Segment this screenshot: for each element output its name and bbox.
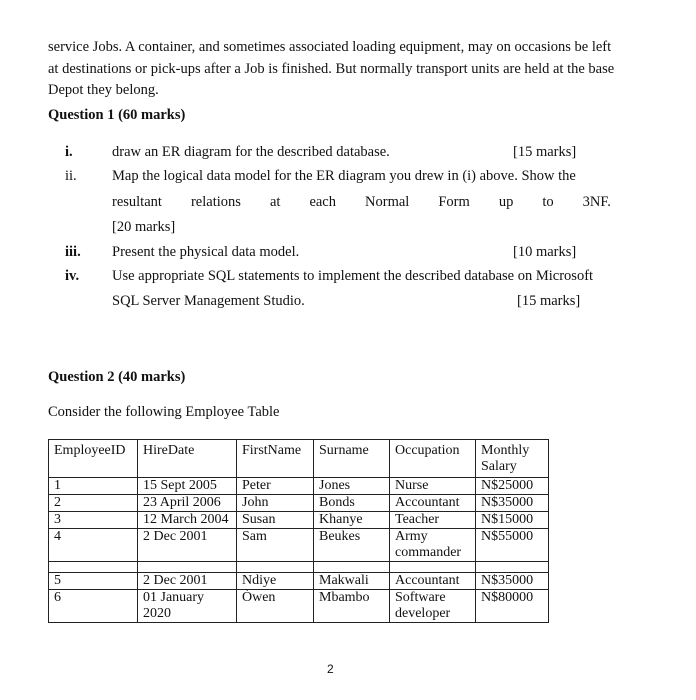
word: resultant bbox=[112, 194, 162, 210]
header-occupation: Occupation bbox=[390, 440, 476, 478]
header-firstname: FirstName bbox=[237, 440, 314, 478]
q1-item-3-text: Present the physical data model. bbox=[112, 244, 300, 260]
word: Normal bbox=[365, 194, 410, 210]
cell-surname: Beukes bbox=[314, 529, 390, 562]
q1-item-4-line-2: SQL Server Management Studio. bbox=[112, 293, 305, 309]
question-2-heading: Question 2 (40 marks) bbox=[48, 369, 186, 385]
q1-item-2-number: ii. bbox=[65, 168, 77, 184]
q1-item-3-marks: [10 marks] bbox=[513, 244, 577, 260]
intro-line-3: Depot they belong. bbox=[48, 82, 159, 98]
table-row bbox=[49, 478, 549, 495]
table-row bbox=[49, 590, 549, 623]
cell-hiredate: 15 Sept 2005 bbox=[138, 478, 237, 495]
q1-item-4-number: iv. bbox=[65, 268, 80, 284]
table-row bbox=[49, 512, 549, 529]
cell-surname: Khanye bbox=[314, 512, 390, 529]
q1-item-4-marks: [15 marks] bbox=[517, 293, 581, 309]
cell-occupation: Accountant bbox=[390, 573, 476, 590]
cell-hiredate: 23 April 2006 bbox=[138, 495, 237, 512]
cell-hiredate: 2 Dec 2001 bbox=[138, 573, 237, 590]
cell-employeeid: 5 bbox=[49, 573, 138, 590]
employee-table bbox=[48, 439, 549, 623]
cell-surname: Makwali bbox=[314, 573, 390, 590]
cell-employeeid: 2 bbox=[49, 495, 138, 512]
cell-occupation: Teacher bbox=[390, 512, 476, 529]
q1-item-1-number: i. bbox=[65, 144, 73, 160]
word: at bbox=[269, 194, 281, 210]
q1-item-4-line-1: Use appropriate SQL statements to implement the described database on Microsoft bbox=[112, 268, 594, 284]
cell-firstname: Ndiye bbox=[237, 573, 314, 590]
q1-item-3-number: iii. bbox=[65, 244, 81, 260]
cell-salary: N$15000 bbox=[476, 512, 549, 529]
cell-employeeid: 3 bbox=[49, 512, 138, 529]
intro-line-1: service Jobs. A container, and sometimes associated loading equipment, may on occasions be left bbox=[48, 39, 612, 55]
word: Form bbox=[438, 194, 470, 210]
cell-hiredate: 01 January 2020 bbox=[138, 590, 237, 623]
cell-salary: N$55000 bbox=[476, 529, 549, 562]
cell-salary: N$35000 bbox=[476, 495, 549, 512]
header-employeeid: EmployeeID bbox=[49, 440, 138, 478]
intro-line-2: at destinations or pick-ups after a Job is finished. But normally transport units are held at the base bbox=[48, 61, 615, 77]
cell-occupation: Nurse bbox=[390, 478, 476, 495]
header-monthly-salary: Monthly Salary bbox=[476, 440, 549, 478]
cell-salary: N$80000 bbox=[476, 590, 549, 623]
word: 3NF. bbox=[582, 194, 611, 210]
cell-employeeid: 4 bbox=[49, 529, 138, 562]
table-row bbox=[49, 529, 549, 562]
q1-item-1-text: draw an ER diagram for the described database. bbox=[112, 144, 390, 160]
cell-hiredate: 2 Dec 2001 bbox=[138, 529, 237, 562]
word: to bbox=[542, 194, 554, 210]
q1-item-2-marks: [20 marks] bbox=[112, 219, 176, 235]
cell-surname: Bonds bbox=[314, 495, 390, 512]
header-hiredate: HireDate bbox=[138, 440, 237, 478]
table-spacer-row bbox=[49, 562, 549, 573]
cell-surname: Jones bbox=[314, 478, 390, 495]
cell-surname: Mbambo bbox=[314, 590, 390, 623]
cell-occupation: Software developer bbox=[390, 590, 476, 623]
cell-salary: N$25000 bbox=[476, 478, 549, 495]
cell-employeeid: 6 bbox=[49, 590, 138, 623]
page-number: 2 bbox=[327, 662, 334, 676]
word: up bbox=[498, 194, 514, 210]
q1-item-2-line-1: Map the logical data model for the ER diagram you drew in (i) above. Show the bbox=[112, 168, 576, 184]
q1-item-2-line-2 bbox=[112, 194, 611, 211]
cell-hiredate: 12 March 2004 bbox=[138, 512, 237, 529]
cell-firstname: John bbox=[237, 495, 314, 512]
cell-occupation: Accountant bbox=[390, 495, 476, 512]
q1-item-1-marks: [15 marks] bbox=[513, 144, 577, 160]
cell-employeeid: 1 bbox=[49, 478, 138, 495]
cell-occupation: Army commander bbox=[390, 529, 476, 562]
cell-firstname: Sam bbox=[237, 529, 314, 562]
question-1-heading: Question 1 (60 marks) bbox=[48, 107, 186, 123]
cell-firstname: Peter bbox=[237, 478, 314, 495]
table-row bbox=[49, 495, 549, 512]
cell-salary: N$35000 bbox=[476, 573, 549, 590]
word: relations bbox=[190, 194, 241, 210]
header-surname: Surname bbox=[314, 440, 390, 478]
word: each bbox=[309, 194, 336, 210]
cell-firstname: Òwen bbox=[237, 590, 314, 623]
table-row bbox=[49, 573, 549, 590]
cell-firstname: Susan bbox=[237, 512, 314, 529]
table-header-row bbox=[49, 440, 549, 478]
question-2-intro: Consider the following Employee Table bbox=[48, 404, 280, 420]
